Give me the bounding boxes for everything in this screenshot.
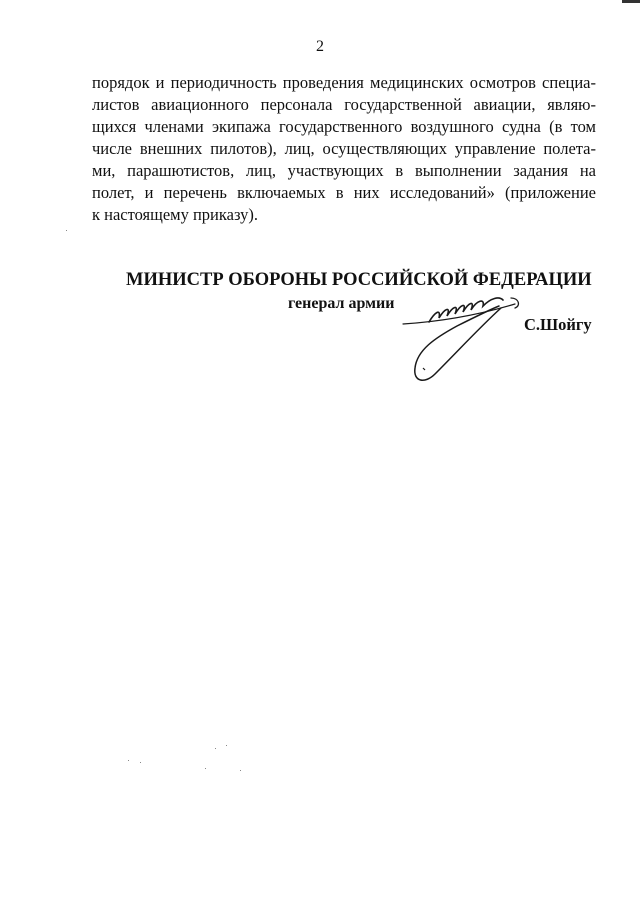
body-line: порядок и периодичность проведения медицинских осмотров специа- [92, 73, 596, 92]
scan-speck [140, 762, 141, 763]
body-paragraph [92, 72, 596, 226]
scan-speck [128, 760, 129, 761]
handwritten-signature [395, 278, 535, 388]
body-line: ми, парашютистов, лиц, участвующих в выполнении задания на [92, 161, 596, 180]
scan-speck [205, 768, 206, 769]
body-line: к настоящему приказу). [92, 205, 259, 224]
scan-speck [215, 748, 216, 749]
body-line: листов авиационного персонала государственной авиации, являю- [92, 95, 596, 114]
body-line: щихся членами экипажа государственного воздушного судна (в том [92, 117, 596, 136]
signatory-title: МИНИСТР ОБОРОНЫ РОССИЙСКОЙ ФЕДЕРАЦИИ [126, 270, 592, 290]
scan-speck [66, 230, 67, 231]
scan-edge-mark [622, 0, 640, 3]
page-number: 2 [316, 38, 324, 55]
signatory-name: С.Шойгу [524, 315, 592, 334]
body-line: полет, и перечень включаемых в них исследований» (приложение [92, 183, 596, 202]
scan-speck [226, 745, 227, 746]
signatory-rank: генерал армии [288, 295, 395, 312]
scan-speck [240, 770, 241, 771]
body-line: числе внешних пилотов), лиц, осуществляющих управление полета- [92, 139, 596, 158]
